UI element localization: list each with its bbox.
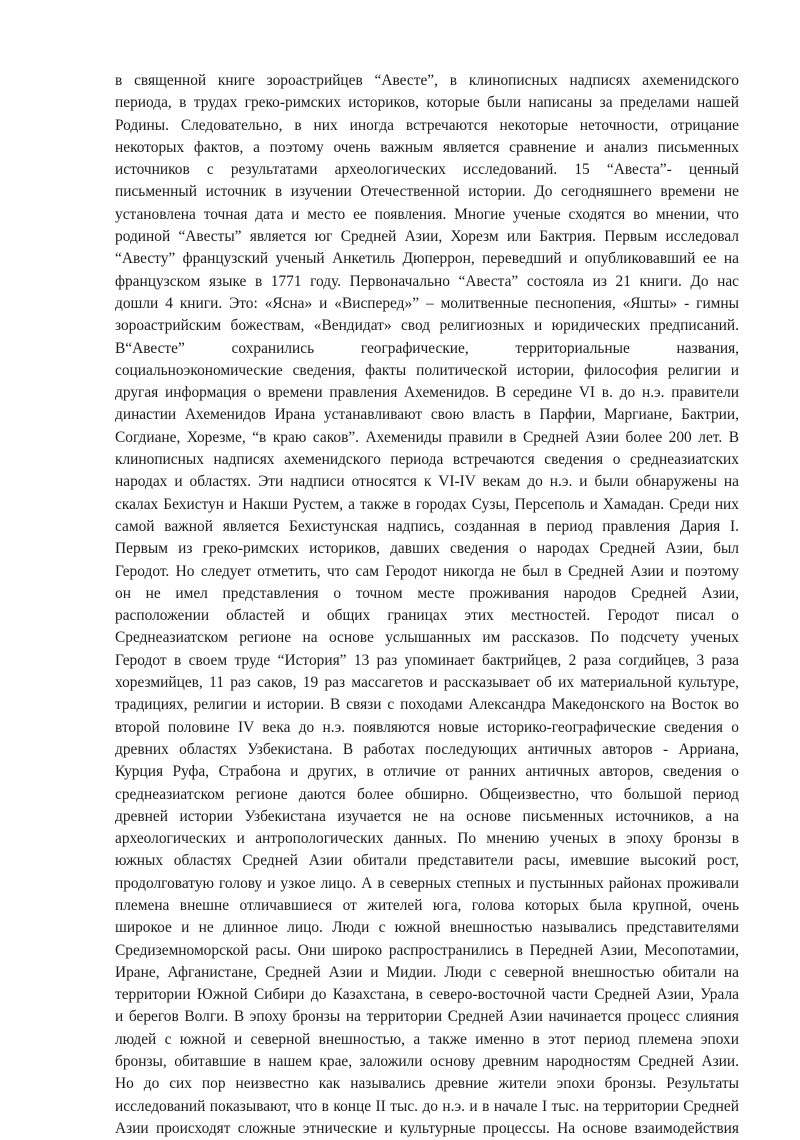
body-text [115, 70, 739, 1140]
text-line: В“Авесте” сохранились географические, территориальные названия, [115, 339, 739, 357]
text-line: среднеазиатском регионе даются более обширно. Общеизвестно, что большой период [115, 785, 739, 803]
text-line: другая информация о времени правления Ахеменидов. В середине VI в. до н.э. правители [115, 384, 739, 402]
text-line: хорезмийцев, 11 раз саков, 19 раз массагетов и рассказывает об их материальной культуре, [115, 674, 739, 692]
text-line: Азии происходят сложные этнические и культурные процессы. На основе взаимодействия [115, 1119, 739, 1137]
text-line: древней истории Узбекистана изучается не на основе письменных источников, а на [115, 807, 739, 825]
text-line: людей с южной и северной внешностью, а также именно в этот период племена эпохи [115, 1030, 739, 1048]
text-line: расположении областей и общих границах этих местностей. Геродот писал о [115, 607, 739, 625]
text-line: бронзы, обитавшие в нашем крае, заложили основу древним народностям Средней Азии. [115, 1053, 739, 1071]
text-line: археологических и антропологических данных. По мнению ученых в эпоху бронзы в [115, 830, 739, 848]
text-line: социальноэкономические сведения, факты политической истории, философия религии и [115, 361, 739, 379]
text-line: продолговатую голову и узкое лицо. А в северных степных и пустынных районах проживали [115, 874, 739, 892]
text-line: дошли 4 книги. Это: «Ясна» и «Висперед»” – молитвенные песнопения, «Яшты» - гимны [115, 294, 739, 312]
text-line: Но до сих пор неизвестно как назывались древние жители эпохи бронзы. Результаты [115, 1075, 739, 1093]
text-line: источников с результатами археологических исследований. 15 “Авеста”- ценный [115, 161, 739, 179]
text-line: второй половине IV века до н.э. появляются новые историко-географические сведения о [115, 718, 739, 736]
text-line: установлена точная дата и место ее появления. Многие ученые сходятся во мнении, что [115, 205, 739, 223]
text-line: в священной книге зороастрийцев “Авесте”, в клинописных надписях ахеменидского [115, 72, 739, 89]
text-line: Курция Руфа, Страбона и других, в отличие от ранних античных авторов, сведения о [115, 763, 739, 781]
text-line: Геродот. Но следует отметить, что сам Геродот никогда не был в Средней Азии и поэтому [115, 562, 739, 580]
text-line: родиной “Авесты” является юг Средней Азии, Хорезм или Бактрия. Первым исследовал [115, 228, 739, 246]
text-line: и берегов Волги. В эпоху бронзы на территории Средней Азии начинается процесс слияния [115, 1008, 739, 1026]
text-line: “Авесту” французский ученый Анкетиль Дюперрон, переведший и опубликовавший ее на [115, 250, 739, 268]
text-line: зороастрийским божествам, «Вендидат» свод религиозных и юридических предписаний. [115, 317, 739, 335]
text-line: французском языке в 1771 году. Первоначально “Авеста” состояла из 21 книги. До нас [115, 272, 739, 290]
text-line: некоторых фактов, а поэтому очень важным является сравнение и анализ письменных [115, 138, 739, 156]
text-line: самой важной является Бехистунская надпись, созданная в период правления Дария I. [115, 517, 739, 535]
text-line: Согдиане, Хорезме, “в краю саков”. Ахемениды правили в Средней Азии более 200 лет. В [115, 428, 739, 446]
text-line: территории Южной Сибири до Казахстана, в северо-восточной части Средней Азии, Урала [115, 986, 739, 1004]
text-line: народах и областях. Эти надписи относятся к VI-IV векам до н.э. и были обнаружены на [115, 473, 739, 491]
text-line: южных областях Средней Азии обитали представители расы, имевшие высокий рост, [115, 852, 739, 870]
text-line: Средиземноморской расы. Они широко распространились в Передней Азии, Месопотамии, [115, 941, 739, 959]
text-line: периода, в трудах греко-римских историков, которые были написаны за пределами нашей [115, 94, 739, 112]
text-line: древних областях Узбекистана. В работах последующих античных авторов - Арриана, [115, 740, 739, 758]
text-line: племена внешне отличавшиеся от жителей юга, голова которых была крупной, очень [115, 896, 739, 914]
text-line: Среднеазиатском регионе на основе услышанных им рассказов. По подсчету ученых [115, 629, 739, 647]
text-line: он не имел представления о точном месте проживания народов Средней Азии, [115, 584, 739, 602]
text-line: династии Ахеменидов Ирана устанавливают свою власть в Парфии, Маргиане, Бактрии, [115, 406, 739, 424]
text-line: Первым из греко-римских историков, давших сведения о народах Средней Азии, был [115, 540, 739, 558]
text-line: скалах Бехистун и Накши Рустем, а также в городах Сузы, Персеполь и Хамадан. Среди них [115, 495, 739, 513]
text-line: исследований показывают, что в конце II тыс. до н.э. и в начале I тыс. на территории Средней [115, 1097, 739, 1115]
text-line: письменный источник в изучении Отечественной истории. До сегодняшнего времени не [115, 183, 739, 201]
text-line: клинописных надписях ахеменидского периода встречаются сведения о среднеазиатских [115, 451, 739, 469]
text-line: Иране, Афганистане, Средней Азии и Мидии. Люди с северной внешностью обитали на [115, 963, 739, 981]
text-line: традициях, религии и истории. В связи с походами Александра Македонского на Восток во [115, 696, 739, 714]
text-line: Родины. Следовательно, в них иногда встречаются некоторые неточности, отрицание [115, 116, 739, 134]
text-line: Геродот в своем труде “История” 13 раз упоминает бактрийцев, 2 раза согдийцев, 3 раза [115, 651, 739, 669]
text-line: широкое и не длинное лицо. Люди с южной внешностью назывались представителями [115, 919, 739, 937]
